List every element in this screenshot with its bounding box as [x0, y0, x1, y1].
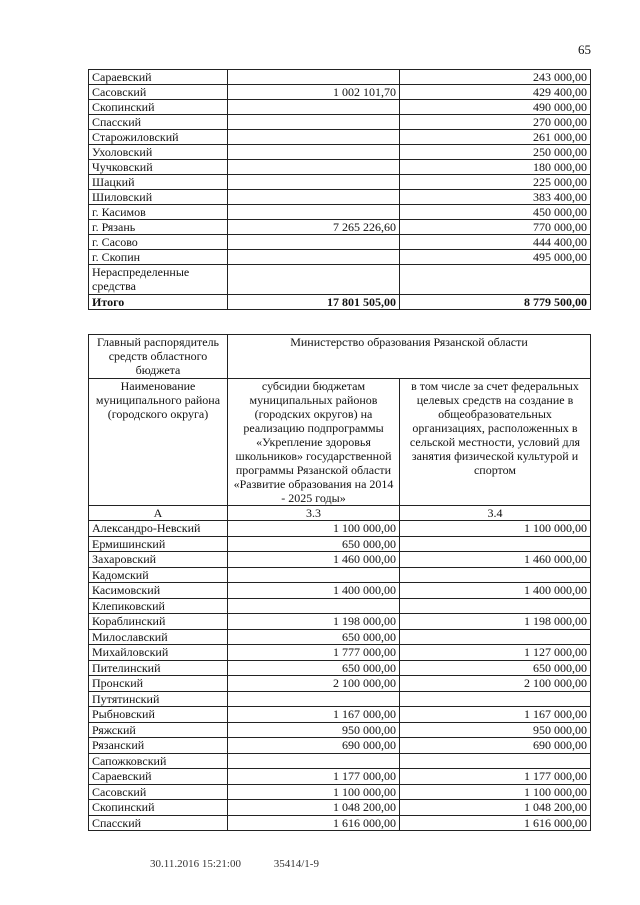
amount-cell: 495 000,00: [400, 250, 591, 265]
index-row: [89, 506, 591, 521]
amount-cell: [400, 691, 591, 707]
amount-cell: 1 198 000,00: [400, 614, 591, 630]
table-row: [89, 220, 591, 235]
table-row: [89, 598, 591, 614]
table-row: [89, 645, 591, 661]
page-number: 65: [578, 42, 591, 57]
municipality-cell: Александро-Невский: [89, 521, 228, 537]
amount-cell: 650 000,00: [228, 660, 400, 676]
table-row: [89, 130, 591, 145]
municipality-cell: Касимовский: [89, 583, 228, 599]
table-row: [89, 145, 591, 160]
total-amount: 8 779 500,00: [400, 295, 591, 310]
amount-cell: 1 177 000,00: [400, 769, 591, 785]
amount-cell: [400, 598, 591, 614]
amount-cell: 1 002 101,70: [228, 85, 400, 100]
table-row: [89, 85, 591, 100]
table-row: [89, 567, 591, 583]
table-row: [89, 800, 591, 816]
table-row: [89, 521, 591, 537]
amount-cell: 1 100 000,00: [400, 521, 591, 537]
amount-cell: 450 000,00: [400, 205, 591, 220]
amount-cell: 690 000,00: [400, 738, 591, 754]
amount-cell: 270 000,00: [400, 115, 591, 130]
amount-cell: 650 000,00: [228, 536, 400, 552]
municipality-cell: Скопинский: [89, 800, 228, 816]
municipality-cell: г. Рязань: [89, 220, 228, 235]
municipality-cell: Старожиловский: [89, 130, 228, 145]
amount-cell: 950 000,00: [400, 722, 591, 738]
footer-stamp: [150, 858, 349, 870]
amount-cell: 1 100 000,00: [228, 784, 400, 800]
municipality-cell: Сасовский: [89, 85, 228, 100]
amount-cell: [228, 70, 400, 85]
amount-cell: 490 000,00: [400, 100, 591, 115]
table-row: [89, 115, 591, 130]
municipality-cell: Сараевский: [89, 769, 228, 785]
amount-cell: 444 400,00: [400, 235, 591, 250]
amount-cell: [228, 130, 400, 145]
amount-cell: [400, 536, 591, 552]
table-row: [89, 583, 591, 599]
total-label: Итого: [89, 295, 228, 310]
municipality-cell: Пронский: [89, 676, 228, 692]
amount-cell: [228, 205, 400, 220]
municipality-cell: Спасский: [89, 115, 228, 130]
amount-cell: 650 000,00: [228, 629, 400, 645]
municipality-cell: Ермишинский: [89, 536, 228, 552]
table-row: [89, 629, 591, 645]
table-row: [89, 691, 591, 707]
table-row: [89, 175, 591, 190]
amount-cell: 1 616 000,00: [400, 815, 591, 831]
municipality-cell: Шацкий: [89, 175, 228, 190]
table-row: [89, 676, 591, 692]
municipality-cell: Пителинский: [89, 660, 228, 676]
table-row: [89, 614, 591, 630]
municipality-cell: Нераспределенные средства: [89, 265, 228, 295]
municipality-cell: Рыбновский: [89, 707, 228, 723]
table-row: [89, 205, 591, 220]
amount-cell: [228, 598, 400, 614]
amount-cell: [400, 753, 591, 769]
table-row: [89, 70, 591, 85]
column-header-row: [89, 379, 591, 506]
amount-cell: 261 000,00: [400, 130, 591, 145]
municipality-cell: г. Сасово: [89, 235, 228, 250]
table-row: [89, 722, 591, 738]
amount-cell: [228, 691, 400, 707]
amount-cell: 1 048 200,00: [228, 800, 400, 816]
amount-cell: 950 000,00: [228, 722, 400, 738]
municipality-cell: Ряжский: [89, 722, 228, 738]
table-row: [89, 536, 591, 552]
amount-cell: 429 400,00: [400, 85, 591, 100]
amount-cell: [400, 567, 591, 583]
table-row: [89, 660, 591, 676]
amount-cell: 1 777 000,00: [228, 645, 400, 661]
amount-cell: [228, 115, 400, 130]
municipality-cell: г. Скопин: [89, 250, 228, 265]
total-amount: 17 801 505,00: [228, 295, 400, 310]
amount-cell: 1 460 000,00: [228, 552, 400, 568]
amount-cell: 2 100 000,00: [228, 676, 400, 692]
distributor-label: Главный распорядитель средств областного бюджета: [89, 335, 228, 379]
table-row: [89, 250, 591, 265]
table-row: [89, 707, 591, 723]
amount-cell: 650 000,00: [400, 660, 591, 676]
amount-cell: 180 000,00: [400, 160, 591, 175]
amount-cell: 1 400 000,00: [400, 583, 591, 599]
amount-cell: [228, 235, 400, 250]
table-row: [89, 552, 591, 568]
municipality-cell: Клепиковский: [89, 598, 228, 614]
subsidy-table: [88, 334, 591, 831]
amount-cell: 1 167 000,00: [228, 707, 400, 723]
amount-cell: 1 460 000,00: [400, 552, 591, 568]
municipality-cell: Шиловский: [89, 190, 228, 205]
amount-cell: 1 100 000,00: [228, 521, 400, 537]
municipality-cell: Спасский: [89, 815, 228, 831]
index-cell: 3.4: [400, 506, 591, 521]
amount-cell: [228, 250, 400, 265]
table-row: [89, 190, 591, 205]
col-federal-header: в том числе за счет федеральных целевых средств на создание в общеобразовательных организациях, расположенных в сельской местности, условий для занятия физической культурой и спортом: [400, 379, 591, 506]
table-row: [89, 738, 591, 754]
amount-cell: 1 100 000,00: [400, 784, 591, 800]
table-row: [89, 100, 591, 115]
distributor-value: Министерство образования Рязанской области: [228, 335, 591, 379]
municipality-cell: Кадомский: [89, 567, 228, 583]
amount-cell: 690 000,00: [228, 738, 400, 754]
amount-cell: 243 000,00: [400, 70, 591, 85]
amount-cell: 7 265 226,60: [228, 220, 400, 235]
amount-cell: [228, 175, 400, 190]
amount-cell: 250 000,00: [400, 145, 591, 160]
amount-cell: [228, 160, 400, 175]
municipality-cell: Захаровский: [89, 552, 228, 568]
col-subsidy-header: субсидии бюджетам муниципальных районов (городских округов) на реализацию подпрограммы «Укрепление здоровья школьников» государственной программы Рязанской области «Развитие образования на 2014 - 2025 годы»: [228, 379, 400, 506]
municipality-cell: Ухоловский: [89, 145, 228, 160]
amount-cell: 225 000,00: [400, 175, 591, 190]
table-row: [89, 160, 591, 175]
municipality-cell: Кораблинский: [89, 614, 228, 630]
amount-cell: 1 167 000,00: [400, 707, 591, 723]
municipality-cell: Скопинский: [89, 100, 228, 115]
municipality-cell: Путятинский: [89, 691, 228, 707]
municipality-cell: Михайловский: [89, 645, 228, 661]
allocation-table-continued: [88, 69, 591, 310]
table-row: [89, 235, 591, 250]
total-row: [89, 295, 591, 310]
amount-cell: 1 616 000,00: [228, 815, 400, 831]
col-municipality-header: Наименование муниципального района (городского округа): [89, 379, 228, 506]
index-cell: А: [89, 506, 228, 521]
table-row-unallocated: [89, 265, 591, 295]
amount-cell: [228, 753, 400, 769]
table-row: [89, 753, 591, 769]
amount-cell: 770 000,00: [400, 220, 591, 235]
amount-cell: 1 177 000,00: [228, 769, 400, 785]
municipality-cell: г. Касимов: [89, 205, 228, 220]
table-row: [89, 784, 591, 800]
table-row: [89, 815, 591, 831]
amount-cell: 1 198 000,00: [228, 614, 400, 630]
table-row: [89, 769, 591, 785]
distributor-row: [89, 335, 591, 379]
amount-cell: [228, 190, 400, 205]
municipality-cell: Чучковский: [89, 160, 228, 175]
amount-cell: [228, 145, 400, 160]
municipality-cell: Сапожковский: [89, 753, 228, 769]
amount-cell: [228, 100, 400, 115]
municipality-cell: Сасовский: [89, 784, 228, 800]
footer-doc-id: 35414/1-9: [273, 858, 319, 870]
amount-cell: 383 400,00: [400, 190, 591, 205]
footer-timestamp: 30.11.2016 15:21:00: [150, 858, 241, 870]
amount-cell: [228, 567, 400, 583]
amount-cell: 1 400 000,00: [228, 583, 400, 599]
municipality-cell: Милославский: [89, 629, 228, 645]
amount-cell: 2 100 000,00: [400, 676, 591, 692]
empty-cell: [400, 265, 591, 295]
municipality-cell: Рязанский: [89, 738, 228, 754]
amount-cell: 1 127 000,00: [400, 645, 591, 661]
amount-cell: 1 048 200,00: [400, 800, 591, 816]
index-cell: 3.3: [228, 506, 400, 521]
amount-cell: [400, 629, 591, 645]
empty-cell: [228, 265, 400, 295]
municipality-cell: Сараевский: [89, 70, 228, 85]
